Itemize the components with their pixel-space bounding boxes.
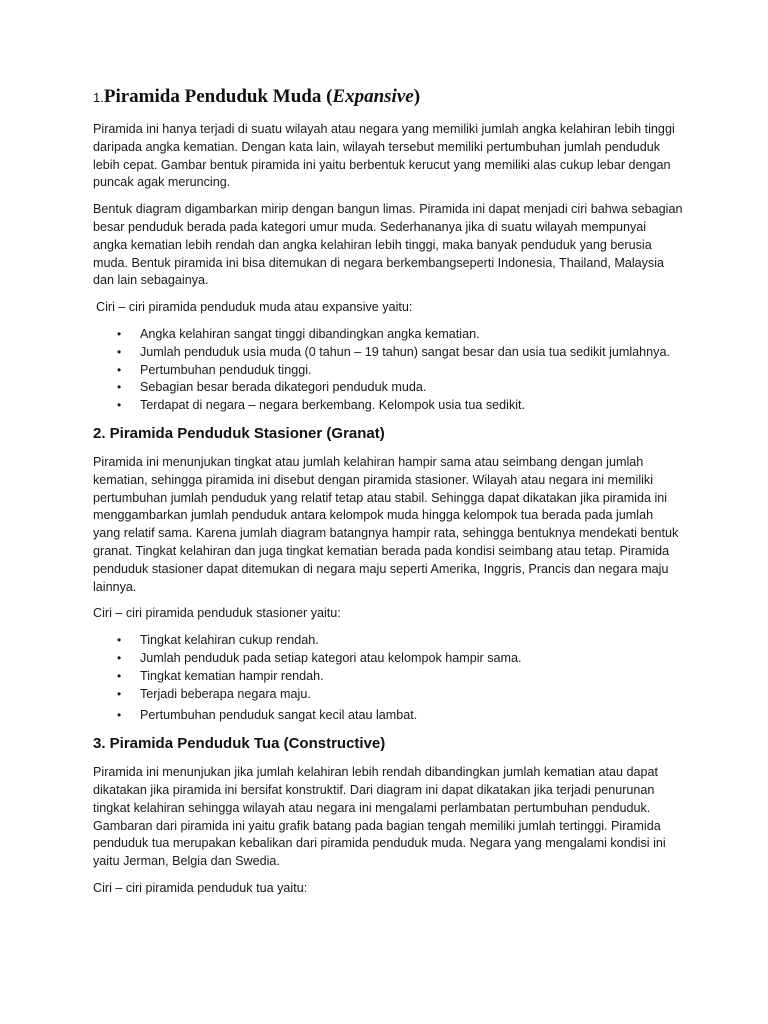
section-1-heading-number: 1. (93, 90, 104, 105)
list-item: • Tingkat kematian hampir rendah. (140, 668, 683, 686)
bullet-icon: • (117, 650, 122, 665)
list-item: • Pertumbuhan penduduk tinggi. (140, 362, 683, 380)
bullet-icon: • (117, 633, 122, 648)
section-2-heading: 2. Piramida Penduduk Stasioner (Granat) (93, 424, 385, 442)
section-1-heading (93, 84, 683, 111)
section-3-heading: 3. Piramida Penduduk Tua (Constructive) (93, 735, 386, 753)
section-1-list (93, 326, 683, 415)
bullet-icon: • (117, 326, 122, 341)
bullet-icon: • (117, 398, 122, 413)
bullet-icon: • (117, 668, 122, 683)
section-1-list-intro: Ciri – ciri piramida penduduk muda atau expansive yaitu: (96, 300, 413, 315)
list-item: • Angka kelahiran sangat tinggi dibandingkan angka kematian. (140, 326, 683, 344)
section-1-heading-close: ) (413, 86, 421, 107)
list-item: • Jumlah penduduk pada setiap kategori atau kelompok hampir sama. (140, 650, 683, 668)
section-2-paragraph-1: Piramida ini menunjukan tingkat atau jumlah kelahiran hampir sama atau seimbang dengan jumlah kematian, sehingga piramida ini disebut dengan piramida stasioner. Wilayah atau negara ini memiliki pertumbuhan jumlah penduduk yang relatif tetap atau stabil. Sehingga dapat dikatakan jika piramida ini menggambarkan jumlah penduduk antara kelompok muda hingga kelompok tua berada pada jumlah yang relatif sama. Karena jumlah diagram batangnya hampir rata, sehingga bentuknya mendekati bentuk granat. Tingkat kelahiran dan juga tingkat kematian berada pada kondisi seimbang atau tetap. Piramida penduduk stasioner dapat ditemukan di negara maju seperti Amerika, Inggris, Prancis dan negara maju lainnya. (93, 454, 679, 594)
section-1-heading-italic: Expansive (332, 86, 414, 107)
bullet-icon: • (117, 686, 122, 701)
section-2-list (93, 632, 683, 725)
section-1-paragraph-2: Bentuk diagram digambarkan mirip dengan bangun limas. Piramida ini dapat menjadi ciri bahwa sebagian besar penduduk berada pada kategori umur muda. Sederhananya jika di suatu wilayah mempunyai angka kematian lebih rendah dan angka kelahiran lebih tinggi, maka banyak penduduk yang berusia muda. Bentuk piramida ini bisa ditemukan di negara berkembangseperti Indonesia, Thailand, Malaysia dan lain sebagainya. (93, 202, 683, 288)
bullet-icon: • (117, 362, 122, 377)
bullet-icon: • (117, 380, 122, 395)
list-item: • Pertumbuhan penduduk sangat kecil atau lambat. (140, 707, 683, 725)
section-3-list-intro: Ciri – ciri piramida penduduk tua yaitu: (93, 880, 308, 895)
list-item: • Jumlah penduduk usia muda (0 tahun – 19 tahun) sangat besar dan usia tua sedikit jumlahnya. (140, 344, 683, 362)
bullet-icon: • (117, 708, 122, 723)
section-2-list-intro: Ciri – ciri piramida penduduk stasioner yaitu: (93, 606, 341, 621)
section-1-paragraph-1: Piramida ini hanya terjadi di suatu wilayah atau negara yang memiliki jumlah angka kelahiran lebih tinggi daripada angka kematian. Dengan kata lain, wilayah tersebut memiliki pertumbuhan jumlah penduduk lebih cepat. Gambar bentuk piramida ini yaitu berbentuk kerucut yang memiliki alas cukup lebar dengan puncak agak meruncing. (93, 122, 675, 190)
list-item: • Sebagian besar berada dikategori penduduk muda. (140, 379, 683, 397)
list-item: • Tingkat kelahiran cukup rendah. (140, 632, 683, 650)
list-item: • Terdapat di negara – negara berkembang. Kelompok usia tua sedikit. (140, 397, 683, 415)
list-item: • Terjadi beberapa negara maju. (140, 686, 683, 704)
section-1-heading-text: Piramida Penduduk Muda ( (103, 86, 333, 107)
bullet-icon: • (117, 344, 122, 359)
section-3-paragraph-1: Piramida ini menunjukan jika jumlah kelahiran lebih rendah dibandingkan jumlah kematian atau dapat dikatakan jika piramida ini bersifat konstruktif. Dari diagram ini dapat dikatakan jika terjadi penurunan tingkat kelahiran sehingga wilayah atau negara ini mengalami perlambatan pertumbuhan penduduk. Gambaran dari piramida ini yaitu grafik batang pada bagian tengah memiliki jumlah tertinggi. Piramida penduduk tua merupakan kebalikan dari piramida penduduk muda. Negara yang mengalami kondisi ini yaitu Jerman, Belgia dan Swedia. (93, 765, 666, 869)
document-page (93, 84, 683, 907)
